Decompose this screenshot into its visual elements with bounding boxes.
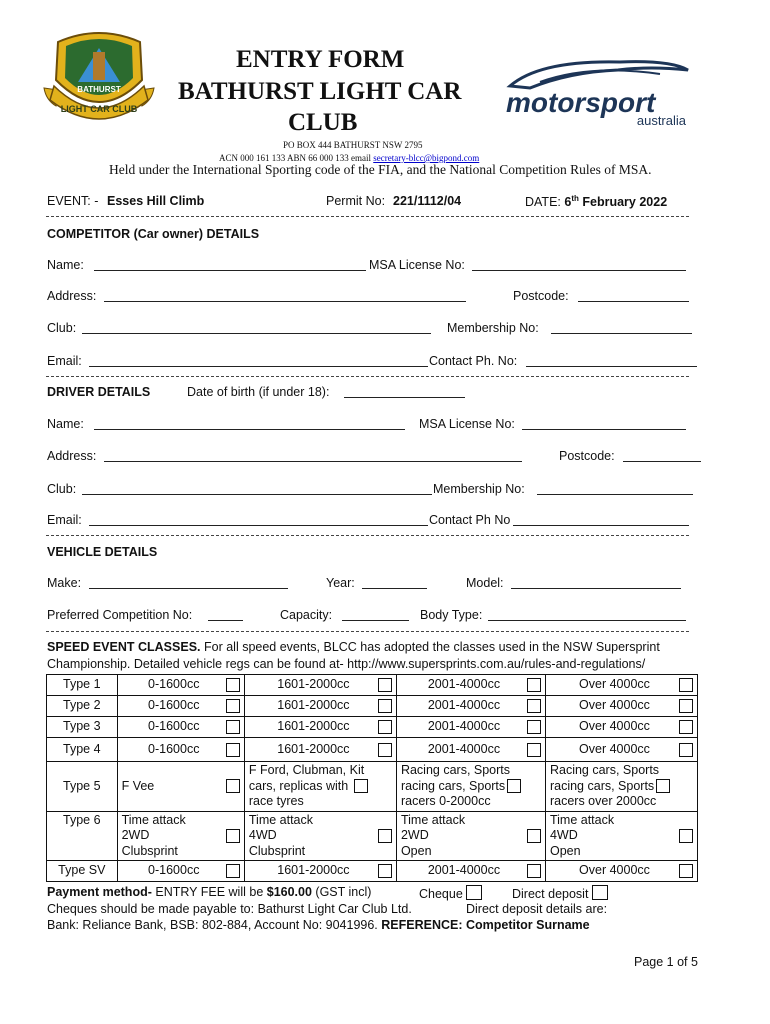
- class-cell: [244, 717, 396, 738]
- class-label: Racing cars, Sports: [549, 763, 660, 777]
- divider: [46, 631, 689, 632]
- class-cell: [244, 696, 396, 717]
- class-cell: [244, 811, 396, 861]
- vehicle-comp-no-field[interactable]: [208, 620, 243, 621]
- driver-name-field[interactable]: [94, 429, 405, 430]
- comp-postcode-label: Postcode:: [513, 289, 569, 303]
- class-cell: [396, 675, 545, 696]
- vehicle-model-field[interactable]: [511, 588, 681, 589]
- class-label: Time attack: [248, 812, 314, 827]
- class-label: 2001-4000cc: [427, 741, 501, 756]
- payment-bank-line: [47, 918, 590, 932]
- class-label: 1601-2000cc: [277, 863, 350, 878]
- driver-email-label: Email:: [47, 513, 82, 527]
- type-cell: Type 2: [47, 696, 118, 717]
- class-checkbox[interactable]: [226, 743, 240, 757]
- class-label: 2001-4000cc: [427, 719, 501, 734]
- class-cell: [396, 696, 545, 717]
- cheque-option: [419, 885, 482, 901]
- class-label: Over 4000cc: [579, 677, 650, 692]
- classes-intro-line-1: [47, 640, 660, 654]
- type-cell: Type 4: [47, 738, 118, 762]
- class-checkbox[interactable]: [527, 699, 541, 713]
- classes-intro-1: For all speed events, BLCC has adopted the classes used in the NSW Supersprint: [200, 640, 660, 654]
- direct-deposit-checkbox[interactable]: [592, 885, 608, 900]
- event-label: EVENT: -: [47, 194, 99, 208]
- type-cell: Type 6: [47, 811, 118, 861]
- title-line-2: BATHURST LIGHT CAR: [178, 78, 462, 105]
- comp-membership-label: Membership No:: [447, 321, 539, 335]
- classes-heading: SPEED EVENT CLASSES.: [47, 640, 201, 654]
- driver-address-label: Address:: [47, 449, 97, 463]
- vehicle-body-field[interactable]: [488, 620, 686, 621]
- class-label: Open: [549, 843, 581, 858]
- competitor-heading: COMPETITOR (Car owner) DETAILS: [47, 227, 260, 241]
- class-checkbox[interactable]: [679, 720, 693, 734]
- driver-postcode-field[interactable]: [623, 461, 701, 462]
- class-label: 2001-4000cc: [427, 698, 501, 713]
- driver-membership-field[interactable]: [537, 494, 693, 495]
- table-row: [47, 762, 698, 812]
- date-rest: February 2022: [582, 195, 668, 210]
- type-cell: Type SV: [47, 861, 118, 882]
- class-label: 2WD: [121, 828, 150, 842]
- class-cell: [545, 861, 697, 882]
- class-label: 0-1600cc: [148, 698, 200, 713]
- class-label: Time attack: [121, 812, 186, 827]
- held-under: Held under the International Sporting code of the FIA, and the National Competition Rules of MSA.: [109, 162, 652, 177]
- class-cell: [545, 717, 697, 738]
- class-checkbox[interactable]: [226, 678, 240, 692]
- class-label: Time attack: [549, 812, 615, 827]
- type-cell: Type 5: [47, 762, 118, 812]
- payment-cheques-note: Cheques should be made payable to: Bathurst Light Car Club Ltd.: [47, 902, 412, 916]
- class-label: 0-1600cc: [148, 677, 200, 692]
- class-cell: [117, 762, 244, 812]
- class-label: 1601-2000cc: [277, 741, 350, 756]
- comp-address-label: Address:: [47, 289, 97, 303]
- vehicle-make-field[interactable]: [89, 588, 288, 589]
- class-label: racers 0-2000cc: [400, 794, 491, 808]
- payment-gst: (GST incl): [311, 885, 372, 899]
- comp-address-field[interactable]: [104, 301, 466, 302]
- class-cell: [396, 762, 545, 812]
- bathurst-light-car-club-logo: [38, 28, 160, 128]
- payment-fee-text: ENTRY FEE will be: [151, 885, 267, 899]
- class-label: F Vee: [121, 778, 155, 793]
- table-row: [47, 696, 698, 717]
- title-line-3: CLUB: [288, 109, 358, 136]
- class-checkbox[interactable]: [354, 779, 368, 793]
- driver-msa-field[interactable]: [522, 429, 686, 430]
- date-field: [525, 194, 667, 209]
- driver-address-field[interactable]: [104, 461, 522, 462]
- class-checkbox[interactable]: [226, 779, 240, 793]
- table-row: [47, 811, 698, 861]
- class-label: 1601-2000cc: [277, 698, 350, 713]
- driver-membership-label: Membership No:: [433, 482, 525, 496]
- class-checkbox[interactable]: [226, 829, 240, 843]
- class-checkbox[interactable]: [656, 779, 670, 793]
- permit-label: Permit No:: [326, 194, 386, 208]
- comp-email-field[interactable]: [89, 366, 428, 367]
- class-cell: [117, 738, 244, 762]
- direct-deposit-label: Direct deposit: [512, 887, 589, 901]
- payment-label: Payment method-: [47, 885, 152, 899]
- table-row: [47, 738, 698, 762]
- driver-dob-label: Date of birth (if under 18):: [187, 385, 330, 399]
- comp-msa-label: MSA License No:: [369, 258, 465, 272]
- driver-club-field[interactable]: [82, 494, 432, 495]
- comp-club-label: Club:: [47, 321, 77, 335]
- class-label: 0-1600cc: [148, 719, 200, 734]
- class-cell: [396, 717, 545, 738]
- comp-postcode-field[interactable]: [578, 301, 689, 302]
- vehicle-heading: VEHICLE DETAILS: [47, 545, 158, 559]
- date-day: 6: [564, 195, 572, 210]
- vehicle-capacity-field[interactable]: [342, 620, 409, 621]
- class-cell: [117, 675, 244, 696]
- class-cell: [244, 738, 396, 762]
- class-checkbox[interactable]: [378, 829, 392, 843]
- classes-table: [46, 674, 698, 882]
- class-label: 4WD: [248, 828, 277, 842]
- class-label: Over 4000cc: [579, 741, 650, 756]
- class-checkbox[interactable]: [527, 678, 541, 692]
- class-cell: [244, 675, 396, 696]
- payment-bank: Bank: Reliance Bank, BSB: 802-884, Account No: 9041996.: [47, 918, 382, 932]
- class-checkbox[interactable]: [679, 864, 693, 878]
- vehicle-year-field[interactable]: [362, 588, 427, 589]
- vehicle-model-label: Model:: [466, 576, 504, 590]
- class-label: Over 4000cc: [579, 719, 650, 734]
- class-checkbox[interactable]: [679, 743, 693, 757]
- motorsport-word: motorsport: [506, 87, 656, 118]
- comp-name-field[interactable]: [94, 270, 366, 271]
- class-label: F Ford, Clubman, Kit: [248, 763, 365, 777]
- page-number: Page 1 of 5: [634, 955, 698, 969]
- class-cell: [117, 811, 244, 861]
- class-label: 1601-2000cc: [277, 677, 350, 692]
- divider: [46, 376, 689, 377]
- vehicle-comp-no-label: Preferred Competition No:: [47, 608, 193, 622]
- class-checkbox[interactable]: [679, 829, 693, 843]
- driver-heading: DRIVER DETAILS: [47, 385, 151, 399]
- class-cell: [545, 811, 697, 861]
- comp-msa-field[interactable]: [472, 270, 686, 271]
- class-checkbox[interactable]: [527, 829, 541, 843]
- vehicle-make-label: Make:: [47, 576, 82, 590]
- table-row: [47, 675, 698, 696]
- class-cell: [244, 861, 396, 882]
- class-checkbox[interactable]: [527, 743, 541, 757]
- logo-name: BATHURST: [77, 85, 121, 94]
- comp-club-field[interactable]: [82, 333, 431, 334]
- driver-dob-field[interactable]: [344, 397, 465, 398]
- class-label: 0-1600cc: [148, 863, 200, 878]
- payment-reference: REFERENCE: Competitor Surname: [381, 918, 590, 932]
- date-suffix: th: [571, 194, 579, 203]
- class-label: race tyres: [248, 794, 304, 808]
- table-row: [47, 717, 698, 738]
- class-checkbox[interactable]: [378, 864, 392, 878]
- class-checkbox[interactable]: [226, 699, 240, 713]
- class-checkbox[interactable]: [679, 699, 693, 713]
- divider: [46, 216, 689, 217]
- comp-membership-field[interactable]: [551, 333, 692, 334]
- class-checkbox[interactable]: [226, 720, 240, 734]
- class-cell: [117, 717, 244, 738]
- class-cell: [545, 738, 697, 762]
- comp-contact-field[interactable]: [526, 366, 697, 367]
- vehicle-capacity-label: Capacity:: [280, 608, 333, 622]
- class-cell: [545, 762, 697, 812]
- class-cell: [396, 811, 545, 861]
- motorsport-sub: australia: [636, 113, 686, 128]
- class-label: racing cars, Sports: [400, 778, 506, 793]
- type-cell: Type 3: [47, 717, 118, 738]
- class-label: 2001-4000cc: [427, 677, 501, 692]
- class-cell: [545, 696, 697, 717]
- class-checkbox[interactable]: [378, 699, 392, 713]
- vehicle-year-label: Year:: [326, 576, 355, 590]
- permit-no: 221/1112/04: [393, 194, 462, 208]
- driver-name-label: Name:: [47, 417, 84, 431]
- comp-name-label: Name:: [47, 258, 84, 272]
- class-label: 0-1600cc: [148, 741, 200, 756]
- class-cell: [396, 861, 545, 882]
- divider: [46, 535, 689, 536]
- class-checkbox[interactable]: [527, 720, 541, 734]
- title-line-1: ENTRY FORM: [236, 46, 405, 73]
- driver-postcode-label: Postcode:: [559, 449, 615, 463]
- acn-text: ACN 000 161 133 ABN 66 000 133 email: [219, 153, 371, 163]
- class-cell: [545, 675, 697, 696]
- class-checkbox[interactable]: [226, 864, 240, 878]
- class-checkbox[interactable]: [527, 864, 541, 878]
- class-checkbox[interactable]: [507, 779, 521, 793]
- payment-direct-note: Direct deposit details are:: [466, 902, 608, 916]
- motorsport-australia-logo: [500, 52, 695, 130]
- class-checkbox[interactable]: [378, 678, 392, 692]
- event-name: Esses Hill Climb: [107, 194, 205, 208]
- cheque-checkbox[interactable]: [466, 885, 482, 900]
- class-label: 4WD: [549, 828, 578, 842]
- logo-sub: LIGHT CAR CLUB: [60, 104, 138, 114]
- type-cell: Type 1: [47, 675, 118, 696]
- class-cell: [396, 738, 545, 762]
- class-label: Racing cars, Sports: [400, 763, 511, 777]
- class-checkbox[interactable]: [679, 678, 693, 692]
- class-label: 1601-2000cc: [277, 719, 350, 734]
- class-cell: [117, 696, 244, 717]
- date-label: DATE:: [525, 195, 561, 210]
- class-label: Over 4000cc: [579, 863, 650, 878]
- class-label: Time attack: [400, 812, 466, 827]
- direct-deposit-option: [512, 885, 608, 901]
- comp-contact-label: Contact Ph. No:: [429, 354, 518, 368]
- payment-line: [47, 885, 371, 899]
- table-row: [47, 861, 698, 882]
- class-label: Over 4000cc: [579, 698, 650, 713]
- driver-msa-label: MSA License No:: [419, 417, 515, 431]
- class-cell: [244, 762, 396, 812]
- class-label: 2WD: [400, 828, 429, 842]
- driver-email-field[interactable]: [89, 525, 428, 526]
- class-label: Open: [400, 843, 432, 858]
- comp-email-label: Email:: [47, 354, 82, 368]
- class-cell: [117, 861, 244, 882]
- cheque-label: Cheque: [419, 887, 463, 901]
- class-label: Clubsprint: [121, 843, 178, 858]
- class-label: racers over 2000cc: [549, 794, 657, 808]
- payment-fee: $160.00: [266, 885, 312, 899]
- classes-intro-2: Championship. Detailed vehicle regs can be found at- http://www.supersprints.com.au/rules-and-regulations/: [47, 657, 646, 671]
- class-label: Clubsprint: [248, 843, 306, 858]
- po-box: PO BOX 444 BATHURST NSW 2795: [283, 140, 423, 150]
- class-label: racing cars, Sports: [549, 778, 655, 793]
- driver-contact-field[interactable]: [513, 525, 689, 526]
- email-link[interactable]: secretary-blcc@bigpond.com: [373, 153, 480, 163]
- class-checkbox[interactable]: [378, 720, 392, 734]
- driver-contact-label: Contact Ph No: [429, 513, 511, 527]
- class-label: cars, replicas with: [248, 778, 349, 793]
- vehicle-body-label: Body Type:: [420, 608, 483, 622]
- driver-club-label: Club:: [47, 482, 77, 496]
- class-label: 2001-4000cc: [427, 863, 501, 878]
- class-checkbox[interactable]: [378, 743, 392, 757]
